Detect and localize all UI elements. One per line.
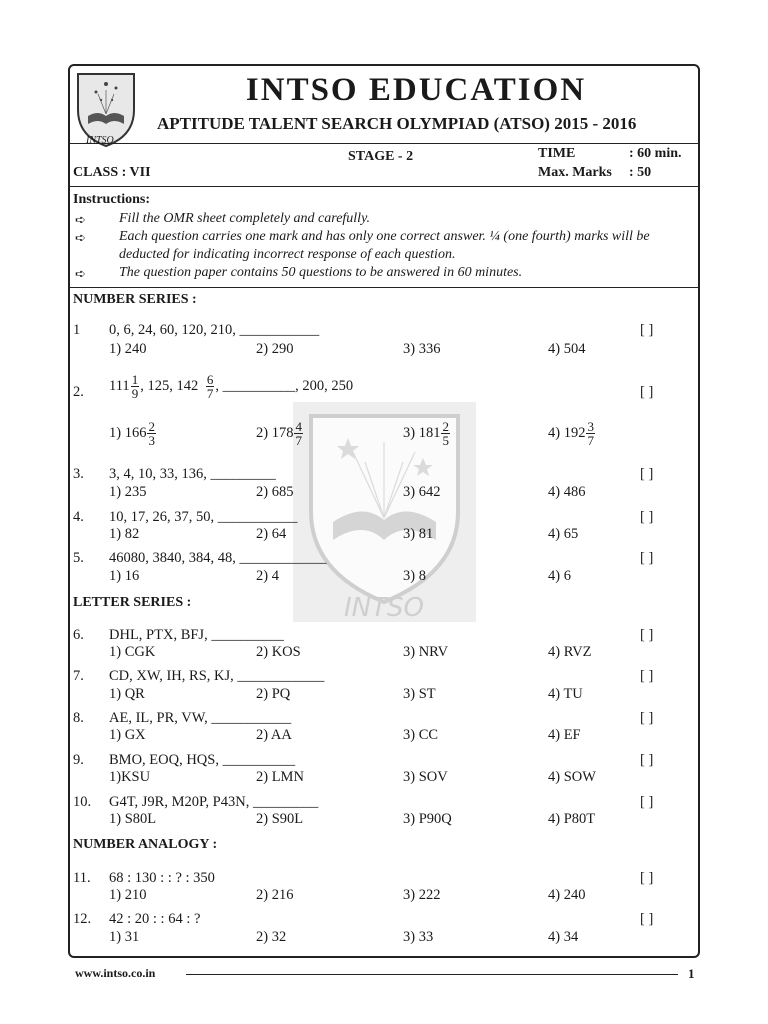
stage-label: STAGE - 2	[348, 149, 414, 164]
option: 3) NRV	[403, 644, 449, 660]
option: 4) 240	[548, 887, 586, 903]
question-number: 11.	[73, 870, 91, 886]
question-text: 68 : 130 : : ? : 350	[109, 870, 215, 886]
option: 4) 65	[548, 526, 579, 542]
question-number: 10.	[73, 794, 92, 810]
option: 4) EF	[548, 727, 581, 743]
option: 1) QR	[109, 686, 145, 702]
question-text: 46080, 3840, 384, 48, ____________	[109, 550, 327, 566]
option: 3) 642	[403, 484, 441, 500]
question-text: G4T, J9R, M20P, P43N, _________	[109, 794, 319, 810]
footer-website-link[interactable]: www.intso.co.in	[75, 966, 156, 980]
option: 2) 178 $\frac{4}{7}$	[256, 419, 302, 448]
question-text: 42 : 20 : : 64 : ?	[109, 911, 201, 927]
option: 1) 210	[109, 887, 147, 903]
option: 2) 32	[256, 929, 287, 945]
instruction-item: Fill the OMR sheet completely and carefully.	[119, 211, 371, 226]
option: 3) 8	[403, 568, 426, 584]
header-divider	[68, 143, 700, 144]
option: 4) 34	[548, 929, 579, 945]
option: 4) P80T	[548, 811, 596, 827]
question-number: 6.	[73, 627, 84, 643]
option: 1) 166 $\frac{2}{3}$	[109, 419, 155, 448]
option: 3) CC	[403, 727, 439, 743]
question-text: 0, 6, 24, 60, 120, 210, ___________	[109, 322, 320, 338]
marks-value: : 50	[629, 165, 652, 180]
option: 4) TU	[548, 686, 583, 702]
fraction-numerator: 6	[206, 372, 214, 387]
option: 1) S80L	[109, 811, 157, 827]
answer-bracket[interactable]: [ ]	[640, 550, 654, 566]
answer-bracket[interactable]: [ ]	[640, 384, 654, 400]
question-number: 2.	[73, 384, 84, 400]
option: 2) PQ	[256, 686, 291, 702]
answer-bracket[interactable]: [ ]	[640, 794, 654, 810]
question-number: 3.	[73, 466, 84, 482]
option: 3) 181 $\frac{2}{5}$	[403, 419, 449, 448]
option: 3) 33	[403, 929, 434, 945]
arrow-icon: ➪	[75, 230, 86, 245]
section-heading-number-series: NUMBER SERIES :	[73, 292, 197, 307]
question-text: AE, IL, PR, VW, ___________	[109, 710, 292, 726]
time-label: TIME	[538, 146, 576, 161]
option: 1) GX	[109, 727, 146, 743]
option: 3) P90Q	[403, 811, 452, 827]
question-number: 5.	[73, 550, 84, 566]
option: 2) 64	[256, 526, 287, 542]
option: 2) 216	[256, 887, 294, 903]
question-number: 7.	[73, 668, 84, 684]
question-number: 8.	[73, 710, 84, 726]
instructions-heading: Instructions:	[73, 192, 151, 207]
instruction-item: Each question carries one mark and has only one correct answer. ¼ (one fourth) marks will be	[119, 229, 650, 244]
option: 3) 336	[403, 341, 441, 357]
option: 1) 82	[109, 526, 140, 542]
option: 3) ST	[403, 686, 436, 702]
option: 3) 222	[403, 887, 441, 903]
option: 3) SOV	[403, 769, 448, 785]
question-number: 12.	[73, 911, 92, 927]
instruction-item: deducted for indicating incorrect response of each question.	[119, 247, 456, 262]
fraction-denominator: 7	[206, 386, 214, 401]
option: 2) S90L	[256, 811, 304, 827]
instructions-divider-bottom	[68, 287, 700, 288]
option: 3) 81	[403, 526, 434, 542]
arrow-icon: ➪	[75, 266, 86, 281]
question-text: CD, XW, IH, RS, KJ, ____________	[109, 668, 325, 684]
question-text: BMO, EOQ, HQS, __________	[109, 752, 296, 768]
option: 4) RVZ	[548, 644, 592, 660]
arrow-icon: ➪	[75, 212, 86, 227]
option: 1) 235	[109, 484, 147, 500]
answer-bracket[interactable]: [ ]	[640, 509, 654, 525]
option: 4) 504	[548, 341, 586, 357]
option: 1)KSU	[109, 769, 151, 785]
answer-bracket[interactable]: [ ]	[640, 911, 654, 927]
option: 1) 240	[109, 341, 147, 357]
answer-bracket[interactable]: [ ]	[640, 627, 654, 643]
option: 1) 31	[109, 929, 140, 945]
option: 1) CGK	[109, 644, 156, 660]
answer-bracket[interactable]: [ ]	[640, 710, 654, 726]
option: 1) 16	[109, 568, 140, 584]
class-label: CLASS : VII	[73, 165, 151, 180]
question-text: 3, 4, 10, 33, 136, _________	[109, 466, 276, 482]
answer-bracket[interactable]: [ ]	[640, 668, 654, 684]
instructions-divider-top	[68, 186, 700, 187]
logo-text: INTSO	[86, 135, 114, 146]
answer-bracket[interactable]: [ ]	[640, 870, 654, 886]
option: 2) 4	[256, 568, 279, 584]
fraction-numerator: 1	[131, 372, 139, 387]
page-number: 1	[688, 966, 695, 981]
question-text-part: , __________, 200, 250	[215, 378, 354, 394]
option: 2) KOS	[256, 644, 301, 660]
question-text	[109, 373, 353, 400]
question-number: 4.	[73, 509, 84, 525]
page-title: INTSO EDUCATION	[245, 72, 587, 108]
time-value: : 60 min.	[629, 146, 682, 161]
section-heading-letter-series: LETTER SERIES :	[73, 595, 192, 610]
answer-bracket[interactable]: [ ]	[640, 752, 654, 768]
instruction-item: The question paper contains 50 questions to be answered in 60 minutes.	[119, 265, 523, 280]
question-text-part: , 125, 142	[140, 378, 199, 394]
fraction-denominator: 9	[131, 386, 139, 401]
option: 4) 486	[548, 484, 586, 500]
option: 4) 6	[548, 568, 571, 584]
question-text: 10, 17, 26, 37, 50, ___________	[109, 509, 298, 525]
option: 2) LMN	[256, 769, 304, 785]
option: 2) AA	[256, 727, 292, 743]
question-number: 9.	[73, 752, 84, 768]
marks-label: Max. Marks	[538, 165, 612, 180]
exam-subtitle: APTITUDE TALENT SEARCH OLYMPIAD (ATSO) 2015 - 2016	[157, 114, 637, 133]
question-text: DHL, PTX, BFJ, __________	[109, 627, 284, 643]
answer-bracket[interactable]: [ ]	[640, 322, 654, 338]
mixed-number-whole: 111	[109, 378, 130, 394]
option: 2) 685	[256, 484, 294, 500]
option: 2) 290	[256, 341, 294, 357]
footer-rule	[186, 974, 678, 975]
question-number: 1	[73, 322, 81, 338]
option: 4) SOW	[548, 769, 596, 785]
answer-bracket[interactable]: [ ]	[640, 466, 654, 482]
section-heading-number-analogy: NUMBER ANALOGY :	[73, 837, 218, 852]
svg-text:INTSO: INTSO	[344, 593, 424, 622]
option: 4) 192 $\frac{3}{7}$	[548, 419, 594, 448]
